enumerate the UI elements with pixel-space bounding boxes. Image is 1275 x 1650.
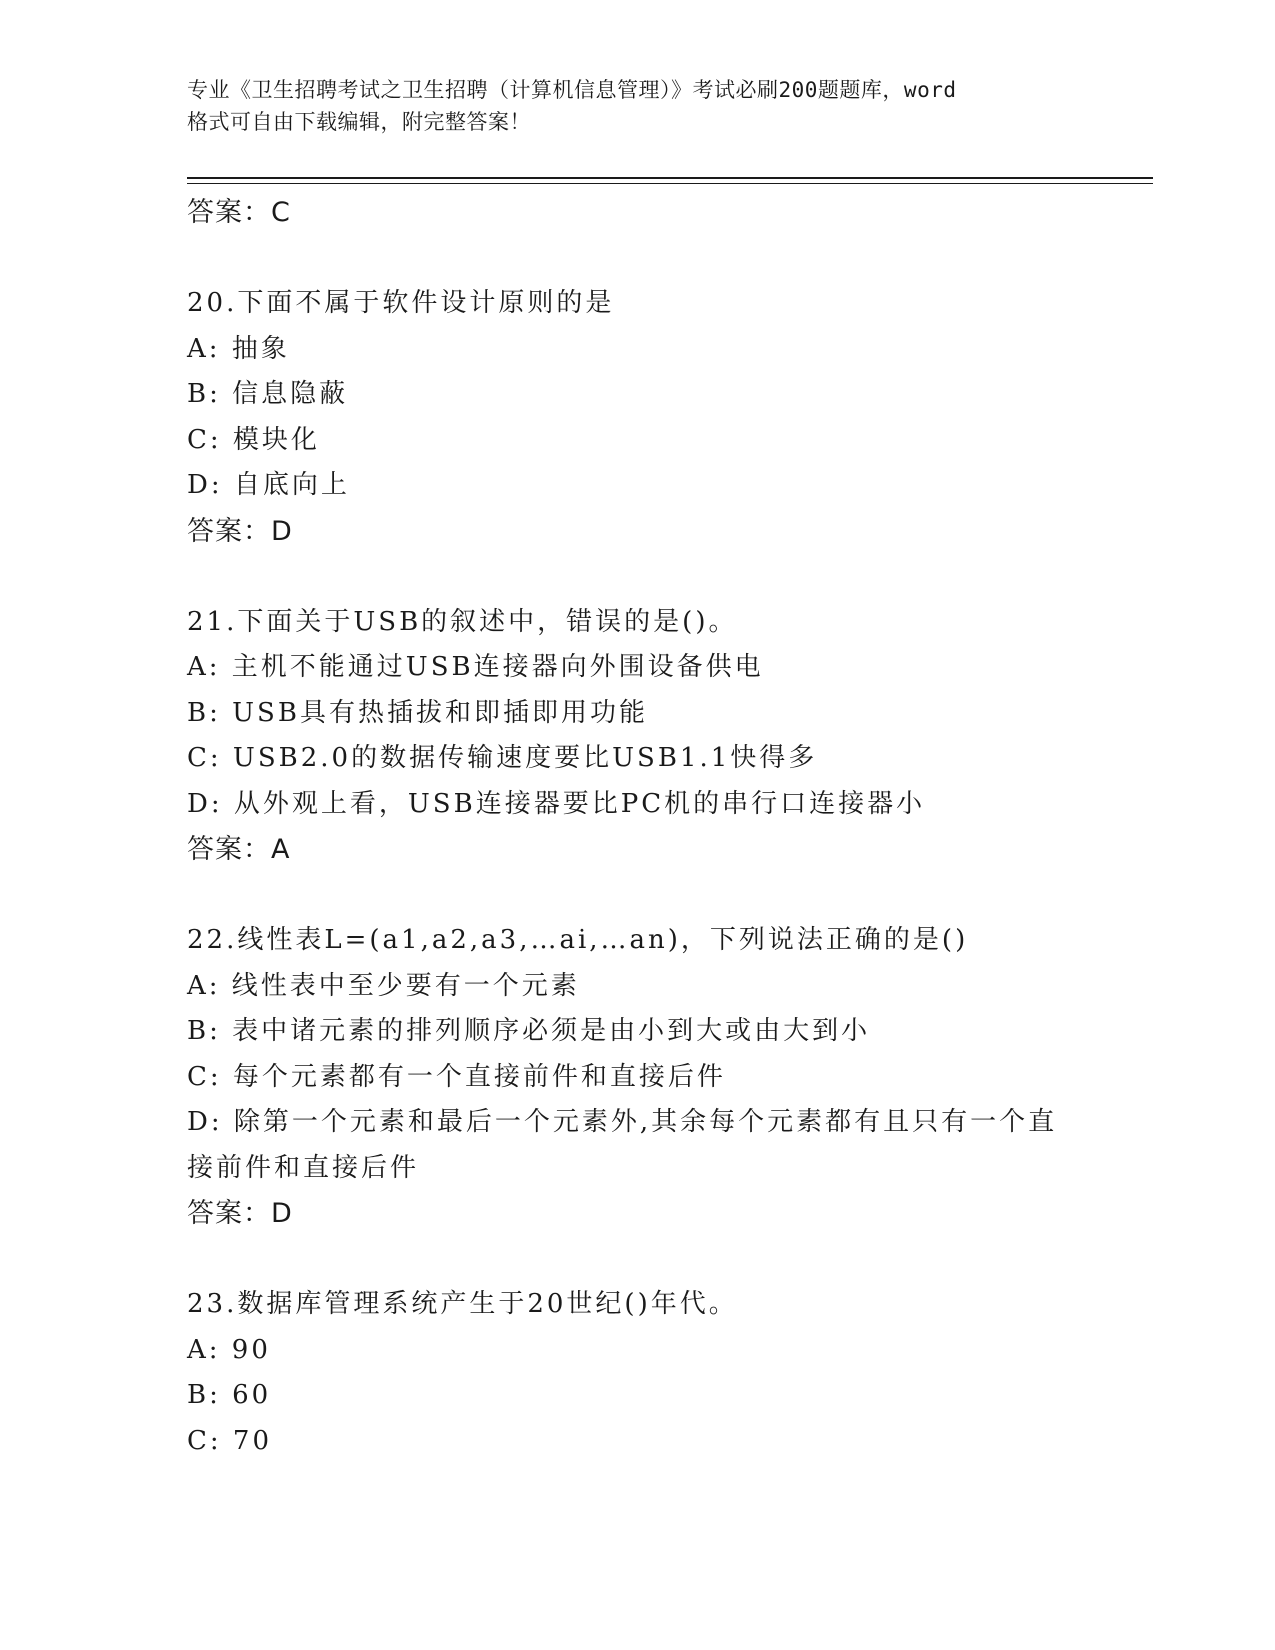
option-b: B: 信息隐蔽 (187, 379, 349, 409)
question-stem: 22.线性表L=(a1,a2,a3,…ai,…an)，下列说法正确的是() (187, 925, 969, 955)
option-a: A: 抽象 (187, 333, 290, 364)
spacer (187, 1237, 1087, 1283)
answer: 答案：D (187, 1198, 293, 1229)
answer: 答案：D (187, 515, 293, 547)
previous-answer: 答案：C (187, 197, 291, 228)
spacer (187, 554, 1087, 600)
option-b: B: 60 (187, 1380, 272, 1410)
option-a: A: 90 (187, 1334, 271, 1365)
spacer (187, 873, 1087, 919)
header-divider-thin (187, 183, 1153, 184)
option-b: B: USB具有热插拔和即插即用功能 (187, 697, 648, 728)
header-divider-thick (187, 177, 1153, 179)
option-c: C: 70 (187, 1425, 273, 1456)
header-line-2: 格式可自由下载编辑，附完整答案！ (187, 110, 531, 134)
option-c: C: 模块化 (187, 424, 320, 455)
question-stem: 20.下面不属于软件设计原则的是 (187, 288, 615, 318)
question-20 (187, 281, 1087, 554)
question-list (187, 190, 1087, 1464)
spacer (187, 236, 1087, 282)
header-line-1: 专业《卫生招聘考试之卫生招聘（计算机信息管理）》考试必刷200题题库，word (187, 78, 957, 102)
answer: 答案：A (187, 834, 291, 865)
option-d-continued: 接前件和直接后件 (187, 1152, 420, 1183)
question-stem: 23.数据库管理系统产生于20世纪()年代。 (187, 1289, 738, 1319)
question-stem: 21.下面关于USB的叙述中，错误的是()。 (187, 606, 738, 637)
option-d: D: 从外观上看，USB连接器要比PC机的串行口连接器小 (187, 788, 926, 819)
option-a: A: 线性表中至少要有一个元素 (187, 970, 580, 1001)
question-21 (187, 600, 1087, 873)
question-23 (187, 1282, 1087, 1464)
option-a: A: 主机不能通过USB连接器向外围设备供电 (187, 652, 764, 682)
option-c: C: 每个元素都有一个直接前件和直接后件 (187, 1061, 726, 1092)
option-c: C: USB2.0的数据传输速度要比USB1.1快得多 (187, 743, 818, 773)
option-d: D: 自底向上 (187, 470, 350, 500)
question-22 (187, 918, 1087, 1237)
option-d: D: 除第一个元素和最后一个元素外,其余每个元素都有且只有一个直 (187, 1107, 1058, 1137)
document-header (187, 74, 1087, 138)
option-b: B: 表中诸元素的排列顺序必须是由小到大或由大到小 (187, 1016, 871, 1046)
